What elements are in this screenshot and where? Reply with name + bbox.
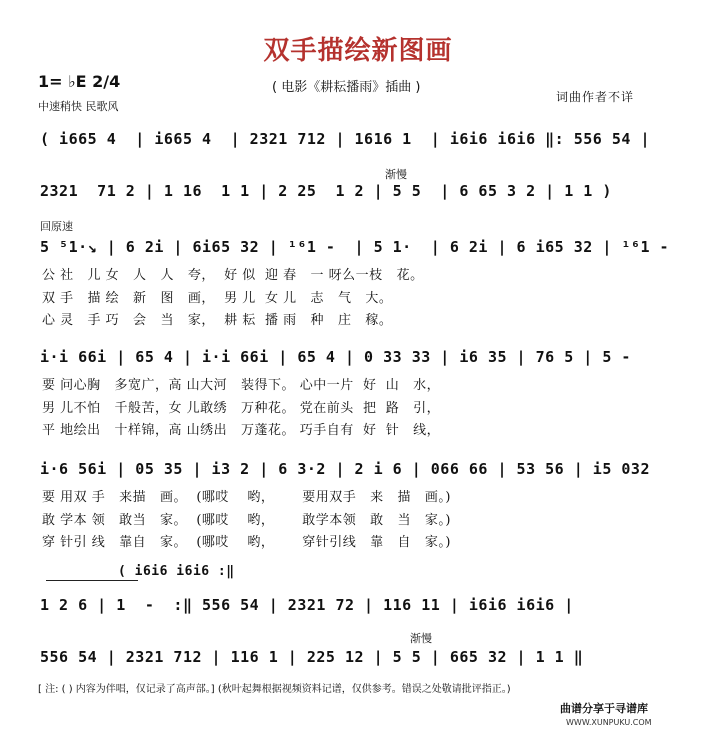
tempo-back: 回原速 [40,220,73,233]
transcription-note: [ 注: ( ) 内容为伴唱，仅记录了高声部。] (秋叶起舞根据视频资料记谱，仅供参考。错误之处敬请批评指正。) [38,684,511,695]
tempo-marking: 中速稍快 民歌风 [38,100,119,113]
site-url: WWW.XUNPUKU.COM [566,718,652,727]
score-line-1: ( i665 4 | i665 4 | 2321 712 | 1616 1 | i6i6 i6i6 ‖: 556 54 | [40,130,650,148]
lyric-verse3-c: 穿 针引 线 靠自 家。 (哪哎 哟， 穿针引线 靠 自 家。) [42,535,451,550]
lyric-verse2-c: 敢 学本 领 敢当 家。 (哪哎 哟， 敢学本领 敢 当 家。) [42,513,451,528]
lyric-verse2-a: 双 手 描 绘 新 图 画， 男 儿 女 儿 志 气 大。 [42,291,393,306]
lyric-verse1-b: 要 问心胸 多宽广，高 山大河 装得下。 心中一片 好 山 水， [42,378,441,393]
lyric-verse3-a: 心 灵 手 巧 会 当 家， 耕 耘 播 雨 种 庄 稼。 [42,313,393,328]
lyric-verse3-b: 平 地绘出 十样锦，高 山绣出 万蓬花。 巧手自有 好 针 线， [42,423,441,438]
score-line-3: 5 ⁵1·↘ | 6 2i | 6i65 32 | ¹⁶1 - | 5 1· | 6 2i | 6 i65 32 | ¹⁶1 - [40,238,670,256]
score-line-2: 2321 71 2 | 1 16 1 1 | 2 25 1 2 | 5 5 | 6 65 3 2 | 1 1 ) [40,182,612,200]
key-signature: 1= ♭E 2/4 [38,72,121,91]
score-line-7: 556 54 | 2321 712 | 116 1 | 225 12 | 5 5 | 665 32 | 1 1 ‖ [40,648,584,666]
score-line-6-bracket: ( i6i6 i6i6 :‖ [118,564,235,579]
lyric-verse1-c: 要 用双 手 来描 画。 (哪哎 哟， 要用双手 来 描 画。) [42,490,451,505]
credits: 词曲作者不详 [556,90,635,104]
score-line-6: 1 2 6 | 1 - :‖ 556 54 | 2321 72 | 116 11 | i6i6 i6i6 | [40,596,574,614]
site-name: 曲谱分享于寻谱库 [560,702,648,715]
tempo-slower-2: 渐慢 [410,632,432,645]
song-title: 双手描绘新图画 [263,36,453,66]
tempo-slower-1: 渐慢 [385,168,407,181]
lyric-verse1-a: 公 社 儿 女 人 人 夸， 好 似 迎 春 一 呀么一枝 花。 [42,268,424,283]
score-line-5: i·6 56i | 05 35 | i3 2 | 6 3·2 | 2 i 6 | 066 66 | 53 56 | i5 032 [40,460,650,478]
lyric-verse2-b: 男 儿不怕 千般苦，女 儿敢绣 万种花。 党在前头 把 路 引， [42,401,441,416]
score-line-4: i·i 66i | 65 4 | i·i 66i | 65 4 | 0 33 33 | i6 35 | 76 5 | 5 - [40,348,631,366]
song-subtitle: ( 电影《耕耘播雨》插曲 ) [272,80,421,95]
